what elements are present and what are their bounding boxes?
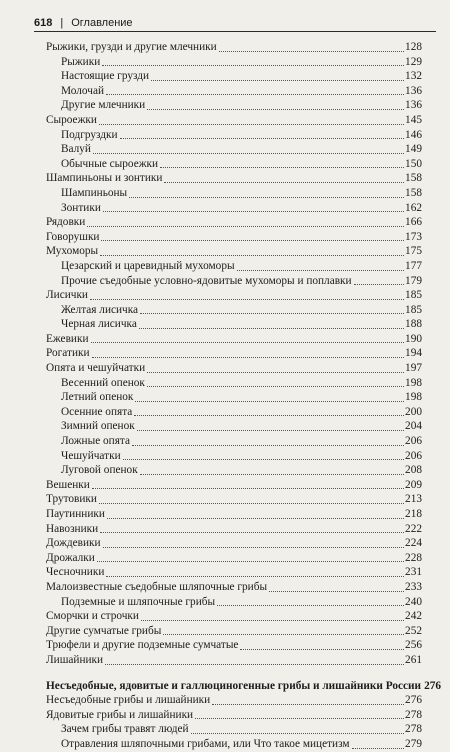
toc-entry-title: Навозники — [46, 522, 99, 535]
toc-entry — [46, 708, 422, 723]
toc-entry-title: Трюфели и другие подземные сумчатые — [46, 639, 239, 652]
dot-leader — [147, 372, 404, 373]
toc-entry-title: Рогатики — [46, 347, 90, 360]
toc-entry — [46, 346, 422, 361]
toc-entry — [46, 609, 422, 624]
toc-entry-title: Другие сумчатые грибы — [46, 624, 162, 637]
toc-entry-page: 213 — [405, 493, 422, 506]
toc-entry — [46, 551, 422, 566]
toc-entry-title: Вешенки — [46, 478, 90, 491]
toc-section-edible — [46, 40, 422, 668]
toc-subentry — [46, 128, 422, 143]
toc-entry-page: 197 — [405, 362, 422, 375]
toc-entry-title: Летний опенок — [61, 391, 134, 404]
toc-entry — [46, 624, 422, 639]
toc-entry-title: Ядовитые грибы и лишайники — [46, 708, 194, 721]
toc-entry-page: 276 — [405, 694, 422, 707]
toc-entry-page: 278 — [405, 723, 422, 736]
toc-entry-page: 198 — [405, 391, 422, 404]
toc-entry-title: Лисички — [46, 289, 88, 302]
toc-subentry — [46, 142, 422, 157]
toc-entry-title: Луговой опенок — [61, 464, 138, 477]
dot-leader — [219, 51, 404, 52]
toc-entry-page: 198 — [405, 376, 422, 389]
toc-entry — [46, 244, 422, 259]
dot-leader — [105, 664, 404, 665]
toc-entry-page: 279 — [405, 737, 422, 750]
dot-leader — [123, 459, 404, 460]
toc-entry-page: 222 — [405, 522, 422, 535]
toc-entry-title: Ложные опята — [61, 435, 131, 448]
dot-leader — [106, 576, 404, 577]
toc-entry-title: Другие млечники — [61, 99, 146, 112]
toc-entry-page: 162 — [405, 201, 422, 214]
dot-leader — [163, 634, 404, 635]
toc-entry — [46, 113, 422, 128]
dot-leader — [164, 182, 404, 183]
toc-entry-title: Зимний опенок — [61, 420, 135, 433]
toc-entry-title: Несъедобные, ядовитые и галлюциногенные грибы и лишайники России — [46, 679, 422, 692]
toc-entry-page: 188 — [405, 318, 422, 331]
toc-entry-title: Зонтики — [61, 201, 101, 214]
toc-entry-title: Паутинники — [46, 508, 105, 520]
toc-subentry — [46, 84, 422, 99]
toc-entry-title: Рядовки — [46, 216, 86, 229]
toc-subentry — [46, 157, 422, 172]
toc-entry-page: 145 — [405, 113, 422, 126]
toc-entry-title: Валуй — [61, 143, 91, 156]
toc-entry — [46, 507, 422, 522]
dot-leader — [212, 704, 404, 705]
toc-entry-page: 204 — [405, 420, 422, 433]
toc-subentry — [46, 595, 422, 610]
toc-entry-title: Подгруздки — [61, 128, 118, 141]
toc-subentry — [46, 390, 422, 405]
toc-entry-page: 228 — [405, 551, 422, 564]
toc-entry-title: Сморчки и строчки — [46, 610, 139, 623]
toc-entry-title: Настоящие грузди — [61, 70, 150, 83]
toc-entry-page: 150 — [405, 157, 422, 170]
dot-leader — [147, 386, 404, 387]
dot-leader — [106, 94, 404, 95]
toc-subentry — [46, 463, 422, 478]
dot-leader — [91, 342, 405, 343]
toc-entry-title: Рыжики, грузди и другие млечники — [46, 41, 217, 53]
toc-entry-page: 278 — [405, 708, 422, 721]
dot-leader — [151, 80, 404, 81]
toc-entry-page: 136 — [405, 84, 422, 97]
toc-subentry — [46, 201, 422, 216]
running-header — [34, 14, 436, 32]
toc-entry-page: 240 — [405, 595, 422, 608]
toc-entry-page: 252 — [405, 624, 422, 637]
toc-entry-page: 129 — [405, 55, 422, 68]
toc-entry-page: 218 — [405, 508, 422, 520]
header-title: Оглавление — [71, 17, 133, 29]
toc-entry — [46, 40, 422, 55]
dot-leader — [90, 299, 404, 300]
toc-entry-page: 242 — [405, 610, 422, 623]
toc-entry-title: Зачем грибы травят людей — [61, 723, 189, 736]
dot-leader — [92, 357, 405, 358]
toc-entry-page: 208 — [405, 464, 422, 477]
dot-leader — [100, 255, 404, 256]
toc-subentry — [46, 303, 422, 318]
dot-leader — [195, 718, 404, 719]
toc-entry-page: 185 — [405, 303, 422, 316]
toc-entry-title: Сыроежки — [46, 113, 97, 126]
toc-entry-title: Шампиньоны — [61, 186, 128, 199]
toc-entry-title: Трутовики — [46, 493, 97, 506]
toc-entry — [46, 565, 422, 580]
dot-leader — [99, 503, 404, 504]
toc-section-inedible — [46, 679, 442, 752]
toc-entry — [46, 580, 422, 595]
dot-leader — [269, 591, 404, 592]
toc-entry-title: Чешуйчатки — [61, 449, 121, 462]
toc-entry — [46, 361, 422, 376]
toc-entry-page: 149 — [405, 143, 422, 156]
toc-entry — [46, 693, 422, 708]
dot-leader — [141, 620, 404, 621]
toc-entry-page: 136 — [405, 99, 422, 112]
dot-leader — [240, 649, 404, 650]
dot-leader — [140, 313, 404, 314]
toc-entry — [46, 522, 422, 537]
toc-entry — [46, 638, 422, 653]
toc-entry-title: Лишайники — [46, 653, 104, 666]
toc-subentry — [46, 69, 422, 84]
toc-entry-title: Молочай — [61, 84, 104, 97]
toc-entry-title: Дрожалки — [46, 551, 95, 564]
dot-leader — [100, 532, 404, 533]
dot-leader — [354, 284, 404, 285]
toc-subentry — [46, 405, 422, 420]
toc-entry-page: 173 — [405, 230, 422, 243]
toc-subentry — [46, 274, 422, 289]
dot-leader — [129, 197, 404, 198]
toc-entry-title: Рыжики — [61, 55, 101, 68]
toc-entry — [46, 171, 422, 186]
toc-subentry — [46, 376, 422, 391]
toc-entry-page: 233 — [405, 580, 422, 593]
dot-leader — [147, 109, 404, 110]
toc-entry-title: Чесночники — [46, 566, 105, 579]
toc-entry-page: 224 — [405, 537, 422, 550]
toc-entry-page: 158 — [405, 172, 422, 185]
dot-leader — [134, 415, 404, 416]
toc-entry — [46, 215, 422, 230]
toc-entry-page: 158 — [405, 186, 422, 199]
toc-entry-title: Цезарский и царевидный мухоморы — [61, 259, 235, 272]
toc-entry-page: 175 — [405, 245, 422, 258]
toc-entry-page: 185 — [405, 289, 422, 302]
toc-entry-page: 209 — [405, 478, 422, 491]
toc-subentry — [46, 449, 422, 464]
toc-entry-title: Желтая лисичка — [61, 303, 139, 316]
dot-leader — [352, 748, 405, 749]
toc-entry — [46, 653, 422, 668]
table-of-contents — [46, 40, 442, 752]
header-rule — [34, 31, 436, 32]
toc-entry — [46, 492, 422, 507]
toc-entry-title: Шампиньоны и зонтики — [46, 172, 163, 185]
toc-entry-title: Малоизвестные съедобные шляпочные грибы — [46, 580, 268, 593]
toc-entry-page: 179 — [405, 274, 422, 287]
dot-leader — [107, 518, 404, 519]
toc-entry-title: Черная лисичка — [61, 318, 137, 331]
toc-subentry — [46, 419, 422, 434]
dot-leader — [99, 124, 404, 125]
toc-entry-title: Прочие съедобные условно-ядовитые мухоморы и поплавки — [61, 274, 352, 287]
dot-leader — [139, 328, 404, 329]
dot-leader — [87, 226, 404, 227]
dot-leader — [93, 153, 404, 154]
toc-entry-title: Дождевики — [46, 537, 101, 550]
toc-entry-title: Опята и чешуйчатки — [46, 362, 146, 375]
dot-leader — [217, 605, 404, 606]
toc-entry-page: 206 — [405, 435, 422, 448]
toc-entry-title: Обычные сыроежки — [61, 157, 159, 170]
header-separator: | — [60, 17, 64, 29]
dot-leader — [103, 547, 404, 548]
toc-entry — [46, 478, 422, 493]
dot-leader — [237, 270, 404, 271]
toc-entry-title: Несъедобные грибы и лишайники — [46, 694, 211, 707]
toc-entry-title: Подземные и шляпочные грибы — [61, 595, 216, 608]
toc-entry-page: 256 — [405, 639, 422, 652]
toc-entry-title: Осенние опята — [61, 405, 133, 418]
toc-entry-title: Мухоморы — [46, 245, 99, 258]
toc-entry — [46, 332, 422, 347]
toc-subentry — [46, 737, 422, 752]
dot-leader — [135, 401, 404, 402]
dot-leader — [140, 474, 404, 475]
toc-entry-page: 190 — [405, 332, 422, 345]
page-number: 618 — [34, 17, 53, 29]
toc-part-heading — [46, 679, 442, 694]
toc-entry — [46, 288, 422, 303]
toc-entry-page: 128 — [405, 41, 422, 53]
toc-entry-page: 206 — [405, 449, 422, 462]
toc-subentry — [46, 434, 422, 449]
dot-leader — [101, 240, 404, 241]
dot-leader — [102, 65, 404, 66]
toc-entry-page: 132 — [405, 70, 422, 83]
toc-entry-title: Отравления шляпочными грибами, или Что такое мицетизм — [61, 737, 350, 750]
toc-entry-page: 166 — [405, 216, 422, 229]
toc-entry-page: 146 — [405, 128, 422, 141]
dot-leader — [191, 733, 404, 734]
toc-subentry — [46, 259, 422, 274]
dot-leader — [132, 445, 404, 446]
toc-entry — [46, 230, 422, 245]
toc-entry-page: 200 — [405, 405, 422, 418]
toc-entry-page: 231 — [405, 566, 422, 579]
toc-subentry — [46, 186, 422, 201]
toc-entry-page: 177 — [405, 259, 422, 272]
toc-subentry — [46, 55, 422, 70]
toc-entry — [46, 536, 422, 551]
dot-leader — [120, 138, 404, 139]
toc-entry-title: Говорушки — [46, 230, 100, 243]
toc-entry-page: 276 — [424, 679, 442, 692]
dot-leader — [97, 561, 404, 562]
dot-leader — [92, 488, 404, 489]
toc-entry-title: Весенний опенок — [61, 376, 145, 389]
section-gap — [46, 668, 422, 679]
toc-entry-page: 194 — [405, 347, 422, 360]
toc-entry-title: Ежевики — [46, 332, 89, 345]
dot-leader — [137, 430, 404, 431]
toc-subentry — [46, 98, 422, 113]
toc-subentry — [46, 722, 422, 737]
dot-leader — [103, 211, 404, 212]
toc-subentry — [46, 317, 422, 332]
toc-entry-page: 261 — [405, 653, 422, 666]
dot-leader — [160, 167, 404, 168]
